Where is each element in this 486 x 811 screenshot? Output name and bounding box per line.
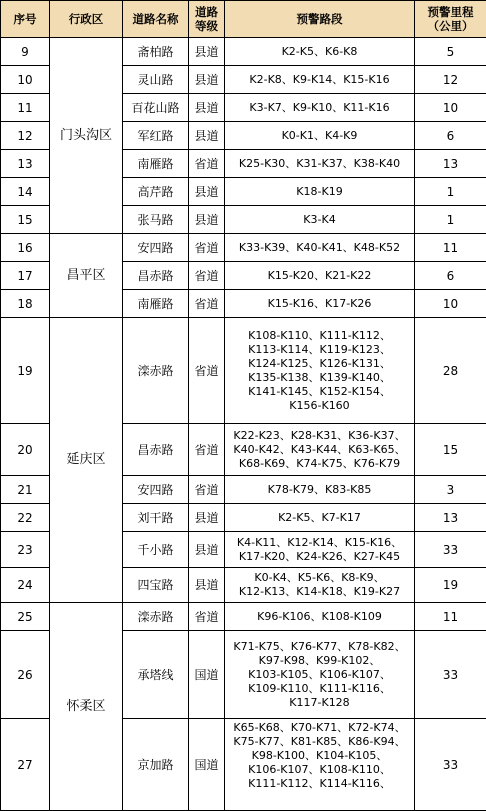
road-grade: 县道 bbox=[189, 66, 225, 94]
road-grade: 县道 bbox=[189, 38, 225, 66]
road-grade: 省道 bbox=[189, 476, 225, 504]
row-num: 23 bbox=[1, 532, 50, 568]
road-name: 安四路 bbox=[123, 234, 189, 262]
warning-mileage: 33 bbox=[415, 532, 486, 568]
row-num: 9 bbox=[1, 38, 50, 66]
row-num: 18 bbox=[1, 290, 50, 318]
warning-mileage: 33 bbox=[415, 719, 486, 811]
warning-segments: K4-K11、K12-K14、K15-K16、 K17-K20、K24-K26、K27-K45 bbox=[225, 532, 415, 568]
row-num: 16 bbox=[1, 234, 50, 262]
road-name: 灵山路 bbox=[123, 66, 189, 94]
road-name: 军红路 bbox=[123, 122, 189, 150]
row-num: 27 bbox=[1, 719, 50, 811]
road-grade: 省道 bbox=[189, 290, 225, 318]
warning-mileage: 1 bbox=[415, 206, 486, 234]
warning-segments: K0-K1、K4-K9 bbox=[225, 122, 415, 150]
warning-segments: K3-K4 bbox=[225, 206, 415, 234]
road-name: 安四路 bbox=[123, 476, 189, 504]
road-grade: 省道 bbox=[189, 150, 225, 178]
row-num: 15 bbox=[1, 206, 50, 234]
road-name: 南雁路 bbox=[123, 150, 189, 178]
district-cell: 昌平区 bbox=[50, 234, 123, 318]
district-cell: 门头沟区 bbox=[50, 38, 123, 234]
district-cell: 延庆区 bbox=[50, 318, 123, 603]
warning-segments: K96-K106、K108-K109 bbox=[225, 603, 415, 631]
row-num: 21 bbox=[1, 476, 50, 504]
row-num: 11 bbox=[1, 94, 50, 122]
table-row bbox=[1, 603, 486, 631]
road-grade: 县道 bbox=[189, 94, 225, 122]
road-grade: 省道 bbox=[189, 234, 225, 262]
road-grade: 国道 bbox=[189, 719, 225, 811]
road-grade: 省道 bbox=[189, 424, 225, 476]
road-name: 南雁路 bbox=[123, 290, 189, 318]
road-grade: 县道 bbox=[189, 206, 225, 234]
warning-mileage: 10 bbox=[415, 94, 486, 122]
row-num: 24 bbox=[1, 568, 50, 603]
row-num: 19 bbox=[1, 318, 50, 424]
row-num: 26 bbox=[1, 631, 50, 719]
warning-mileage: 13 bbox=[415, 504, 486, 532]
warning-segments: K22-K23、K28-K31、K36-K37、 K40-K42、K43-K44、K63-K65、 K68-K69、K74-K75、K76-K79 bbox=[225, 424, 415, 476]
header-road: 道路名称 bbox=[123, 1, 189, 38]
road-name: 昌赤路 bbox=[123, 424, 189, 476]
road-grade: 县道 bbox=[189, 568, 225, 603]
warning-mileage: 33 bbox=[415, 631, 486, 719]
table-row bbox=[1, 38, 486, 66]
warning-segments: K0-K4、K5-K6、K8-K9、 K12-K13、K14-K18、K19-K27 bbox=[225, 568, 415, 603]
warning-segments: K15-K20、K21-K22 bbox=[225, 262, 415, 290]
row-num: 14 bbox=[1, 178, 50, 206]
header-grade: 道路 等级 bbox=[189, 1, 225, 38]
road-name: 昌赤路 bbox=[123, 262, 189, 290]
road-grade: 县道 bbox=[189, 122, 225, 150]
warning-segments: K108-K110、K111-K112、 K113-K114、K119-K123、 K124-K125、K126-K131、 K135-K138、K139-K140、 K141-K145、K152-K154、 K156-K160 bbox=[225, 318, 415, 424]
warning-mileage: 13 bbox=[415, 150, 486, 178]
warning-segments: K2-K5、K7-K17 bbox=[225, 504, 415, 532]
road-grade: 省道 bbox=[189, 603, 225, 631]
row-num: 25 bbox=[1, 603, 50, 631]
road-name: 百花山路 bbox=[123, 94, 189, 122]
road-name: 高芹路 bbox=[123, 178, 189, 206]
header-district: 行政区 bbox=[50, 1, 123, 38]
warning-segments: K15-K16、K17-K26 bbox=[225, 290, 415, 318]
road-grade: 县道 bbox=[189, 504, 225, 532]
header-num: 序号 bbox=[1, 1, 50, 38]
row-num: 22 bbox=[1, 504, 50, 532]
warning-segments: K3-K7、K9-K10、K11-K16 bbox=[225, 94, 415, 122]
warning-mileage: 6 bbox=[415, 262, 486, 290]
warning-segments: K71-K75、K76-K77、K78-K82、 K97-K98、K99-K102、 K103-K105、K106-K107、 K109-K110、K111-K116、 K117-K128 bbox=[225, 631, 415, 719]
warning-segments: K2-K8、K9-K14、K15-K16 bbox=[225, 66, 415, 94]
row-num: 13 bbox=[1, 150, 50, 178]
warning-segments: K2-K5、K6-K8 bbox=[225, 38, 415, 66]
row-num: 20 bbox=[1, 424, 50, 476]
road-grade: 县道 bbox=[189, 532, 225, 568]
row-num: 12 bbox=[1, 122, 50, 150]
warning-mileage: 11 bbox=[415, 234, 486, 262]
header-mileage: 预警里程 （公里） bbox=[415, 1, 486, 38]
road-grade: 省道 bbox=[189, 262, 225, 290]
header-segments: 预警路段 bbox=[225, 1, 415, 38]
warning-segments: K65-K68、K70-K71、K72-K74、 K75-K77、K81-K85、K86-K94、 K98-K100、K104-K105、 K106-K107、K108-K110、 K111-K112、K114-K116、 bbox=[225, 719, 415, 811]
road-grade: 县道 bbox=[189, 178, 225, 206]
table-row bbox=[1, 234, 486, 262]
warning-mileage: 19 bbox=[415, 568, 486, 603]
warning-segments: K33-K39、K40-K41、K48-K52 bbox=[225, 234, 415, 262]
district-cell: 怀柔区 bbox=[50, 603, 123, 811]
road-name: 承塔线 bbox=[123, 631, 189, 719]
warning-mileage: 15 bbox=[415, 424, 486, 476]
warning-segments: K78-K79、K83-K85 bbox=[225, 476, 415, 504]
warning-mileage: 1 bbox=[415, 178, 486, 206]
road-name: 斋柏路 bbox=[123, 38, 189, 66]
warning-mileage: 3 bbox=[415, 476, 486, 504]
warning-mileage: 12 bbox=[415, 66, 486, 94]
warning-mileage: 6 bbox=[415, 122, 486, 150]
warning-segments: K25-K30、K31-K37、K38-K40 bbox=[225, 150, 415, 178]
road-name: 滦赤路 bbox=[123, 318, 189, 424]
row-num: 17 bbox=[1, 262, 50, 290]
warning-mileage: 5 bbox=[415, 38, 486, 66]
road-name: 滦赤路 bbox=[123, 603, 189, 631]
road-name: 京加路 bbox=[123, 719, 189, 811]
warning-mileage: 11 bbox=[415, 603, 486, 631]
road-name: 刘干路 bbox=[123, 504, 189, 532]
road-name: 张马路 bbox=[123, 206, 189, 234]
road-grade: 省道 bbox=[189, 318, 225, 424]
header-row bbox=[1, 1, 486, 38]
row-num: 10 bbox=[1, 66, 50, 94]
warning-segments: K18-K19 bbox=[225, 178, 415, 206]
warning-mileage: 28 bbox=[415, 318, 486, 424]
table-row bbox=[1, 318, 486, 424]
road-name: 四宝路 bbox=[123, 568, 189, 603]
road-grade: 国道 bbox=[189, 631, 225, 719]
warning-mileage: 10 bbox=[415, 290, 486, 318]
road-name: 千小路 bbox=[123, 532, 189, 568]
